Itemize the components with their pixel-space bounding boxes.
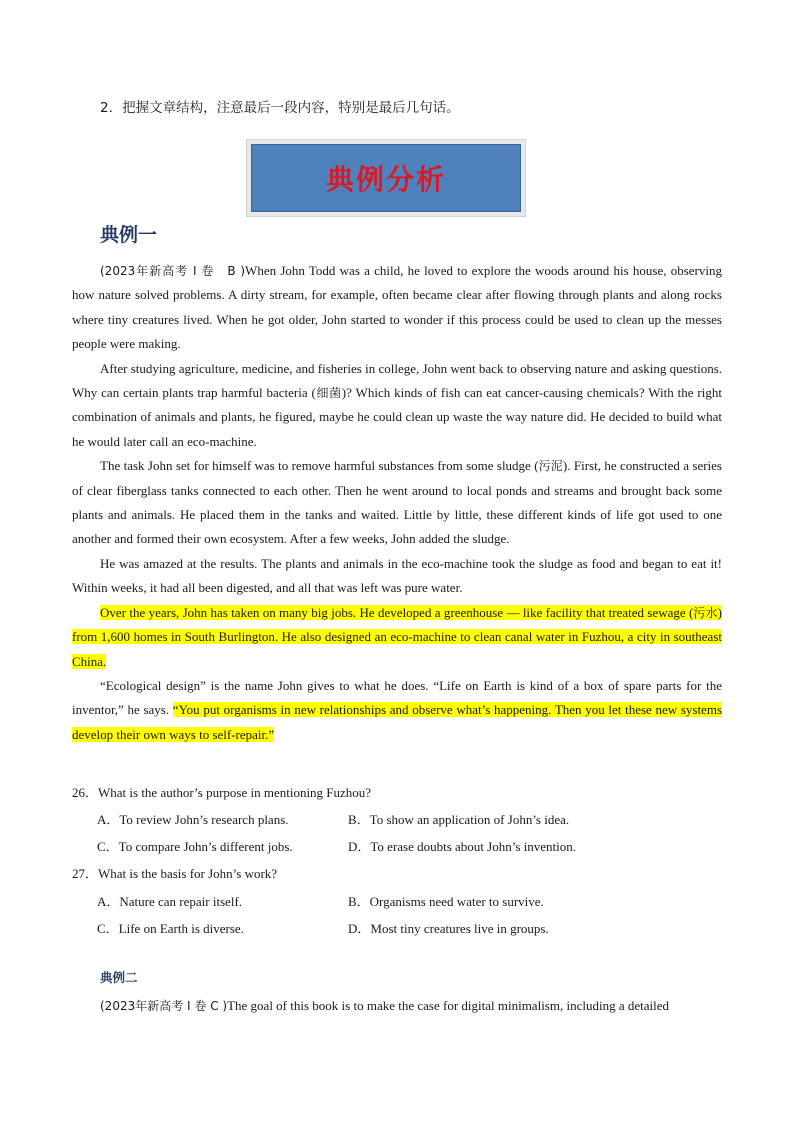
example1-heading: 典例一 [100,224,158,246]
gloss-sewage: 污水 [693,605,718,620]
tip-line: 2．把握文章结构，注意最后一段内容，特别是最后几句话。 [100,100,460,116]
banner-title: 典例分析 [325,163,446,196]
gloss-bacteria: 细菌 [315,386,342,401]
q26-option-a[interactable]: A．To review John’s research plans. [97,812,289,827]
paragraph-5 [72,601,722,674]
q27-option-a[interactable]: A．Nature can repair itself. [97,894,243,909]
paragraph-6: “Ecological design” is the name John gives to what he does. “Life on Earth is kind of a box of spare parts for the inventor,” he says. “You put organisms in new relationships and observe what’s happening. Then you let these new systems develop their own ways to self-repair.” [72,677,723,742]
banner [251,144,521,212]
q26-option-c[interactable]: C．To compare John’s different jobs. [97,839,293,854]
question-26-stem: 26．What is the author’s purpose in mentioning Fuzhou? [72,785,372,800]
gloss-sludge: 污泥 [538,459,563,474]
q27-option-d[interactable]: D．Most tiny creatures live in groups. [348,921,549,936]
paragraph-4: He was amazed at the results. The plants and animals in the eco-machine took the sludge as food and began to eat it! Within weeks, it had all been digested, and all that was left was pure water. [72,555,722,596]
highlight-quote: “You put organisms in new relationships and observe what’s happening. Then you let these new systems develop their own ways to self-repair.” [72,702,723,742]
q26-option-d[interactable]: D．To erase doubts about John’s invention. [348,839,577,854]
passage [72,259,722,747]
example2-first-line: (2023年新高考 I 卷 C )The goal of this book is to make the case for digital minimalism, including a detailed [100,998,669,1013]
example2-heading: 典例二 [100,970,138,985]
q26-option-b[interactable]: B．To show an application of John’s idea. [348,812,570,827]
q27-option-c[interactable]: C．Life on Earth is diverse. [97,921,244,936]
highlight-p5: Over the years, John has taken on many big jobs. He developed a greenhouse — like facility that treated sewage (污水) from 1,600 homes in South Burlington. He also designed an eco-machine to clean canal water in Fuzhou, a city in southeast China. [72,604,722,669]
paragraph-3: The task John set for himself was to remove harmful substances from some sludge (污泥). First, he constructed a series of clear fiberglass tanks connected to each other. Then he went around to local ponds and streams and brought back some plants and animals. He placed them in the tanks and waited. Little by little, these different kinds of life got used to one another and formed their own ecosystem. After a few weeks, John added the sludge. [72,458,722,547]
banner-frame [246,139,526,217]
source-tag: (2023年新高考 I 卷 B ) [100,264,246,278]
example2-source-tag: (2023年新高考 I 卷 C ) [100,999,228,1013]
q27-option-b[interactable]: B．Organisms need water to survive. [348,894,544,909]
paragraph-2: After studying agriculture, medicine, and fisheries in college, John went back to observing nature and asking questions. Why can certain plants trap harmful bacteria (细菌)? Which kinds of fish can eat cancer-causing chemicals? With the right combination of animals and plants, he figured, maybe he could clean up waste the way nature did. He decided to build what he would later call an eco-machine. [72,360,722,449]
paragraph-1: (2023年新高考 I 卷 B )When John Todd was a child, he loved to explore the woods around his house, observing how nature solved problems. A dirty stream, for example, often became clear after flowing through plants and along rocks where tiny creatures lived. When he got older, John started to wonder if this process could be used to clean up the messes people were making. [72,263,722,352]
question-27-stem: 27．What is the basis for John’s work? [72,866,278,881]
